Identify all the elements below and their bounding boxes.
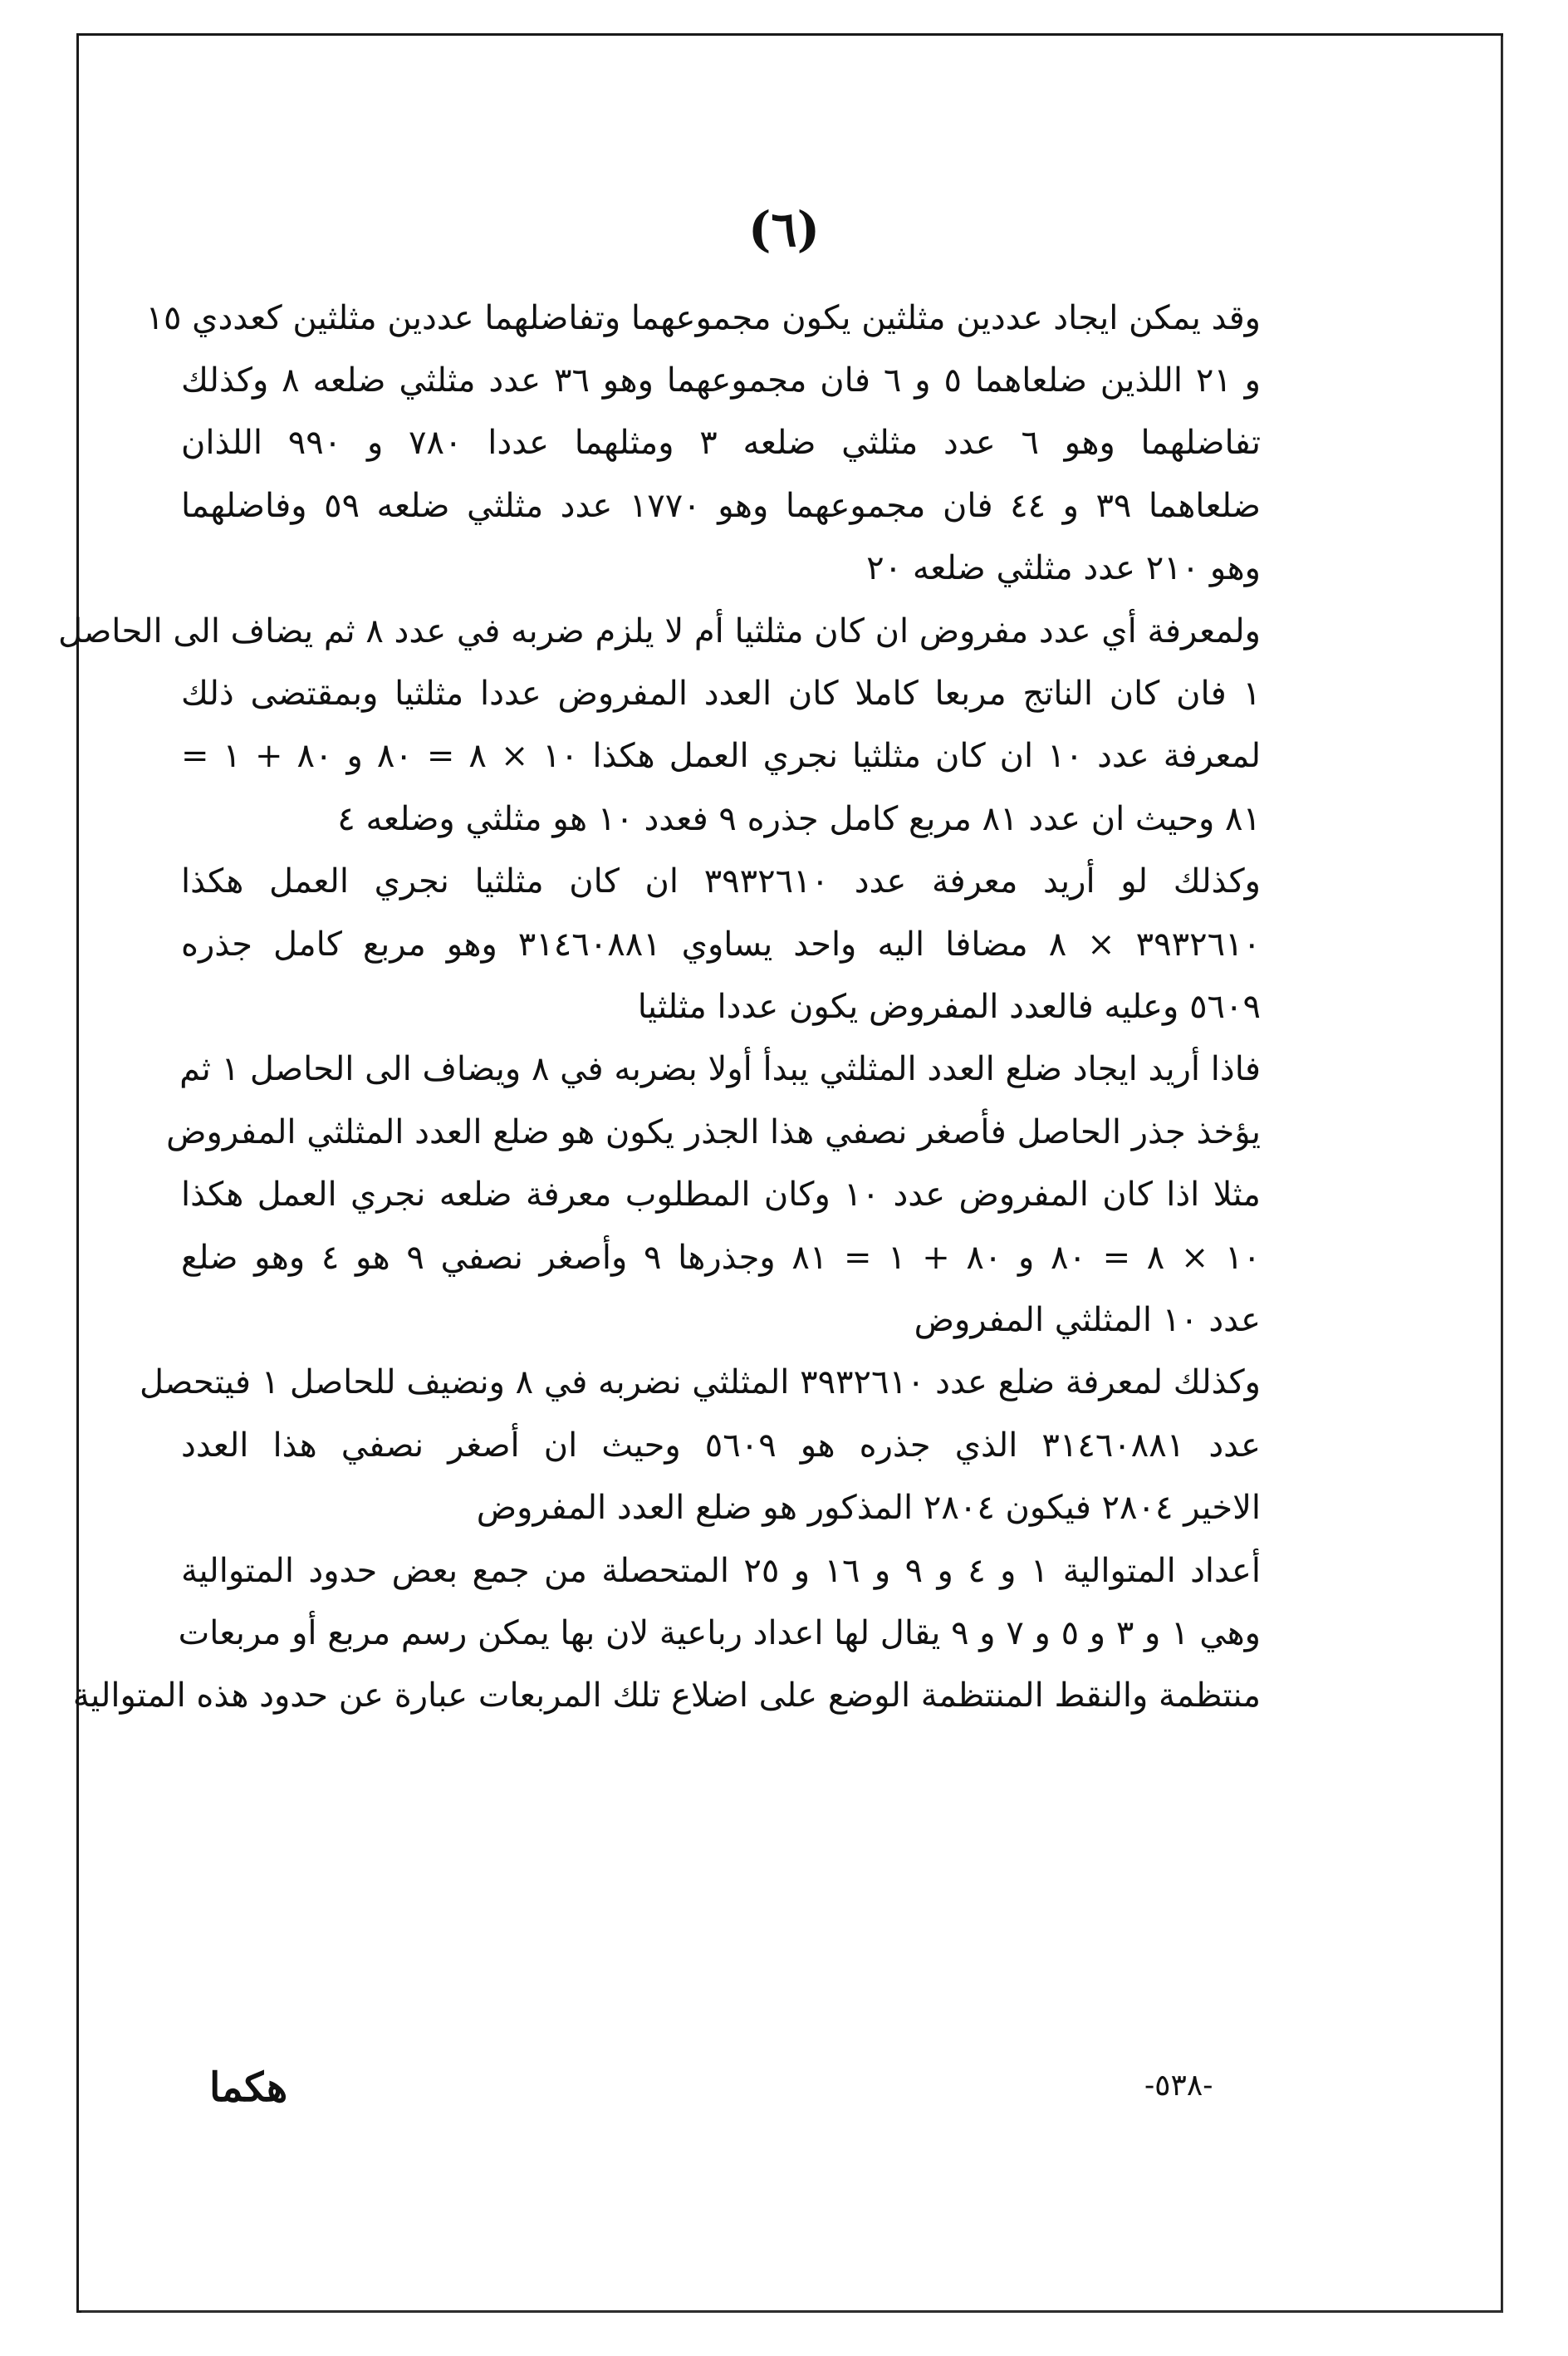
- text-line-content: ٣٩٣٢٦١٠ × ٨ مضافا اليه واحد يساوي ٣١٤٦٠٨٨١ وهو مربع كامل جذره: [181, 925, 1262, 964]
- text-line-content: يؤخذ جذر الحاصل فأصغر نصفي هذا الجذر يكون هو ضلع العدد المثلثي المفروض: [166, 1112, 1261, 1151]
- page-number: (٦): [747, 201, 821, 258]
- text-line: [181, 662, 1261, 724]
- text-line-content: وكذلك لو أريد معرفة عدد ٣٩٣٢٦١٠ ان كان مثلثيا نجري العمل هكذا: [181, 862, 1262, 901]
- text-line: [181, 412, 1261, 474]
- text-line-content: ٨١ وحيث ان عدد ٨١ مربع كامل جذره ٩ فعدد ١٠ هو مثلثي وضلعه ٤: [337, 799, 1261, 838]
- text-line: [178, 1602, 1261, 1664]
- text-line: [181, 1163, 1261, 1225]
- text-line-content: عدد ١٠ المثلثي المفروض: [914, 1300, 1261, 1339]
- text-line-content: منتظمة والنقط المنتظمة الوضع على اضلاع تلك المربعات عبارة عن حدود هذه المتوالية: [72, 1676, 1261, 1715]
- text-line-content: وهو ٢١٠ عدد مثلثي ضلعه ٢٠: [866, 549, 1261, 588]
- text-line-content: فاذا أريد ايجاد ضلع العدد المثلثي يبدأ أولا بضربه في ٨ ويضاف الى الحاصل ١ ثم: [179, 1050, 1261, 1089]
- text-line: [58, 600, 1261, 662]
- text-line-content: تفاضلهما وهو ٦ عدد مثلثي ضلعه ٣ ومثلهما عددا ٧٨٠ و ٩٩٠ اللذان: [181, 424, 1262, 463]
- text-line: [181, 1038, 1261, 1101]
- text-line-content: ولمعرفة أي عدد مفروض ان كان مثلثيا أم لا يلزم ضربه في عدد ٨ ثم يضاف الى الحاصل: [58, 611, 1261, 650]
- body-text: [58, 287, 1262, 1727]
- catchword: هكما: [209, 2064, 288, 2111]
- text-line-content: وهي ١ و ٣ و ٥ و ٧ و ٩ يقال لها اعداد رباعية لان بها يمكن رسم مربع أو مربعات: [178, 1613, 1261, 1652]
- text-line: [181, 725, 1261, 788]
- text-line: [72, 1665, 1261, 1727]
- text-line: [181, 474, 1261, 537]
- text-line: [181, 1288, 1261, 1351]
- text-line: [181, 851, 1261, 913]
- text-line: [181, 537, 1261, 600]
- text-line-content: ١ فان كان الناتج مربعا كاملا كان العدد المفروض عددا مثلثيا وبمقتضى ذلك: [181, 675, 1261, 714]
- text-line-content: ٥٦٠٩ وعليه فالعدد المفروض يكون عددا مثلثيا: [637, 987, 1261, 1026]
- text-line: [139, 1352, 1261, 1414]
- text-line-content: ضلعاهما ٣٩ و ٤٤ فان مجموعهما وهو ١٧٧٠ عدد مثلثي ضلعه ٥٩ وفاضلهما: [181, 486, 1261, 525]
- text-line: [181, 1539, 1261, 1602]
- text-line: [181, 1226, 1261, 1288]
- text-line: [181, 349, 1261, 411]
- text-line-content: وقد يمكن ايجاد عددين مثلثين يكون مجموعهما وتفاضلهما عددين مثلثين كعددي ١٥: [145, 298, 1261, 337]
- text-line: [181, 975, 1261, 1038]
- text-line-content: مثلا اذا كان المفروض عدد ١٠ وكان المطلوب معرفة ضلعه نجري العمل هكذا: [181, 1176, 1261, 1215]
- text-line-content: ١٠ × ٨ = ٨٠ و ٨٠ + ١ = ٨١ وجذرها ٩ وأصغر نصفي ٩ هو ٤ وهو ضلع: [181, 1238, 1261, 1277]
- folio-number: -٥٣٨-: [1144, 2069, 1213, 2103]
- text-line: [181, 913, 1261, 975]
- text-line: [166, 1101, 1261, 1163]
- text-line-content: وكذلك لمعرفة ضلع عدد ٣٩٣٢٦١٠ المثلثي نضربه في ٨ ونضيف للحاصل ١ فيتحصل: [139, 1363, 1261, 1402]
- text-line: [145, 287, 1261, 349]
- text-line-content: الاخير ٢٨٠٤ فيكون ٢٨٠٤ المذكور هو ضلع العدد المفروض: [476, 1489, 1261, 1528]
- text-line-content: عدد ٣١٤٦٠٨٨١ الذي جذره هو ٥٦٠٩ وحيث ان أصغر نصفي هذا العدد: [181, 1426, 1261, 1465]
- text-line-content: لمعرفة عدد ١٠ ان كان مثلثيا نجري العمل هكذا ١٠ × ٨ = ٨٠ و ٨٠ + ١ =: [181, 737, 1262, 776]
- text-line: [181, 1414, 1261, 1476]
- text-line-content: أعداد المتوالية ١ و ٤ و ٩ و ١٦ و ٢٥ المتحصلة من جمع بعض حدود المتوالية: [181, 1551, 1261, 1590]
- text-line: [181, 788, 1261, 850]
- text-line: [181, 1476, 1261, 1539]
- text-line-content: و ٢١ اللذين ضلعاهما ٥ و ٦ فان مجموعهما وهو ٣٦ عدد مثلثي ضلعه ٨ وكذلك: [181, 361, 1261, 400]
